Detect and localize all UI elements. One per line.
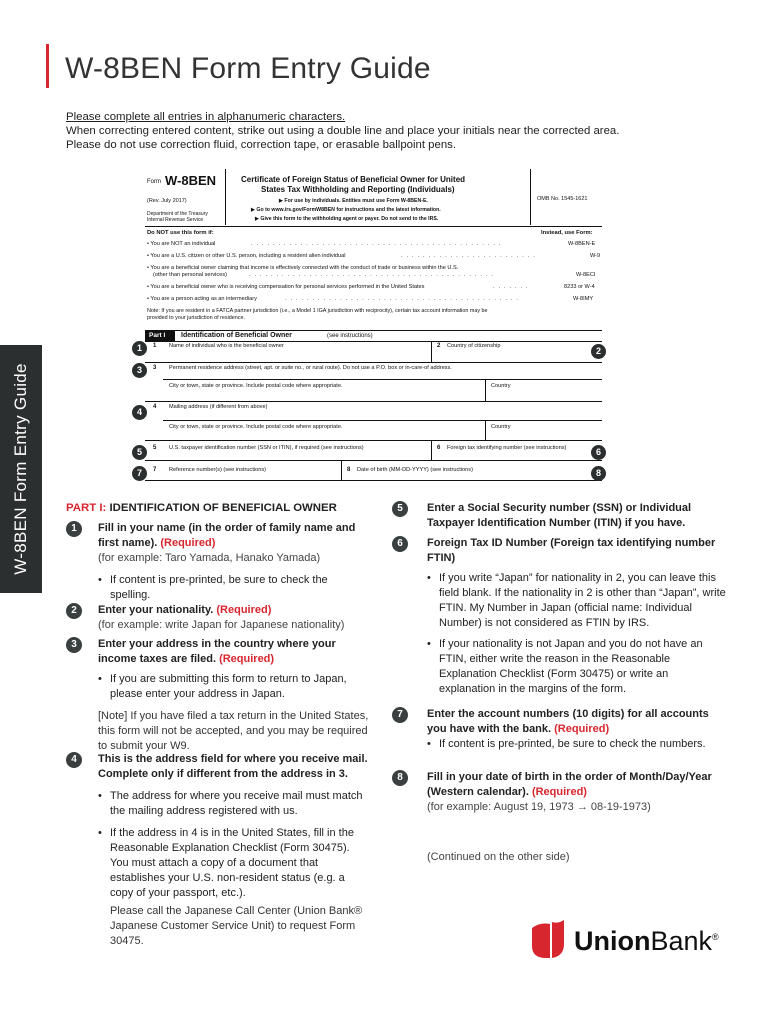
logo-registered-mark: ® [712,932,719,942]
form-row-4: • You are a beneficial owner who is receiving compensation for personal services performed in the United States [147,284,425,290]
form-badge-3: 3 [132,363,147,378]
form-divider [530,169,531,225]
item-8-head: Fill in your date of birth in the order of Month/Day/Year (Western calendar). [427,771,712,798]
form-field-3-city: City or town, state or province. Include postal code where appropriate. [169,383,343,389]
form-row-5: • You are a person acting as an intermediary [147,296,257,302]
item-4 [98,752,370,901]
form-rule [145,440,602,441]
item-5 [427,501,727,531]
logo-word-bank: Bank [650,926,713,956]
form-field-4-city: City or town, state or province. Include postal code where appropriate. [169,424,343,430]
item-1-bullet: • If content is pre-printed, be sure to check the spelling. [98,573,370,603]
form-use-line-1: ▶ For use by individuals. Entities must use Form W-8BEN-E. [279,198,428,204]
form-cert-line-2: States Tax Withholding and Reporting (Individuals) [261,185,455,194]
item-3-note: [Note] If you have filed a tax return in the United States, this form will not be accepted, and you may be required to submit your W9. [98,710,369,752]
form-rule [145,480,602,481]
item-4-bullet-2: • If the address in 4 is in the United States, fill in the Reasonable Explanation Checklist (Form 30475). You must attach a copy of a document that establishes your U.S. non-resident status (e.g. a copy of your passport, etc.). [98,826,370,901]
side-tab-label: W-8BEN Form Entry Guide [11,363,30,575]
form-num: 8 [347,467,351,473]
item-7 [427,707,727,752]
item-3-bullet: • If you are submitting this form to return to Japan, please enter your address in Japan. [98,672,370,702]
required-label: (Required) [160,537,216,549]
intro-text [66,110,726,152]
form-row-4-form: 8233 or W-4 [564,284,595,290]
form-instead: Instead, use Form: [541,230,593,236]
form-badge-5: 5 [132,445,147,460]
form-rule [145,341,602,342]
form-divider [341,461,342,481]
form-not-use: Do NOT use this form if: [147,230,214,236]
item-number-1: 1 [66,521,82,537]
form-row-1: • You are NOT an individual [147,241,216,247]
item-number-3: 3 [66,637,82,653]
required-label: (Required) [219,653,275,665]
form-omb: OMB No. 1545-1621 [537,196,588,202]
form-dept-2: Internal Revenue Service [147,217,204,223]
form-row-5-form: W-8IMY [573,296,594,302]
item-number-6: 6 [392,536,408,552]
form-field-4-country: Country [491,424,511,430]
form-word: Form [147,179,161,185]
logo-word-union: Union [574,926,651,956]
form-leader-dots: . . . . . . . . . . . . . . . . . . . . . . . . . . . . . . . . . . . . . . . . . . . . . . [251,241,502,247]
item-8 [427,770,727,815]
union-bank-wordmark [574,926,719,957]
item-3 [98,637,370,754]
form-field-8: Date of birth (MM-DD-YYYY) (see instructions) [357,467,473,473]
form-part-sub: (see instructions) [327,333,373,339]
form-badge-7: 7 [132,466,147,481]
form-num: 7 [153,467,157,473]
form-field-4: Mailing address (if different from above) [169,404,268,410]
continued-note: (Continued on the other side) [427,851,570,863]
item-1-head: Fill in your name (in the order of family name and first name). [98,522,356,549]
section-prefix: PART I: [66,502,107,514]
form-badge-6: 6 [591,445,606,460]
form-rule [145,460,602,461]
form-use-line-2: ▶ Go to www.irs.gov/FormW8BEN for instructions and the latest information. [251,207,441,213]
form-rule [163,379,602,380]
item-1-example: (for example: Taro Yamada, Hanako Yamada) [98,552,321,564]
item-6-bullet-1: • If you write “Japan” for nationality in 2, you can leave this field blank. If the nationality in 2 is other than “Japan”, write FTIN. My Number in Japan (official name: Individual Number) is not considered as FTIN by IRS. [427,571,727,631]
item-number-2: 2 [66,603,82,619]
form-num: 2 [437,343,441,349]
form-num: 6 [437,445,441,451]
form-row-2: • You are a U.S. citizen or other U.S. person, including a resident alien individual [147,253,346,259]
form-rule [163,420,602,421]
item-1 [98,521,370,603]
form-note-2: provided to your jurisdiction of residence. [147,315,245,321]
w8ben-form-image [145,169,605,481]
item-2-head: Enter your nationality. [98,604,214,616]
form-field-3: Permanent residence address (street, apt. or suite no., or rural route). Do not use a P.O. box or in-care-of address. [169,365,452,371]
item-3-head: Enter your address in the country where your income taxes are filed. [98,638,336,665]
form-id: W-8BEN [165,173,217,188]
union-bank-mark-icon [528,918,568,962]
item-number-7: 7 [392,707,408,723]
item-6-head: Foreign Tax ID Number (Foreign tax identifying number FTIN) [427,537,716,564]
form-rule [145,362,602,363]
form-note-1: Note: If you are resident in a FATCA partner jurisdiction (i.e., a Model 1 IGA jurisdiction with reciprocity), certain tax account information may be [147,308,488,314]
form-field-6: Foreign tax identifying number (see instructions) [447,445,567,451]
side-tab [0,345,42,593]
form-divider [485,421,486,441]
item-2 [98,603,370,633]
item-number-4: 4 [66,752,82,768]
form-divider [225,169,226,225]
form-row-3b: (other than personal services) [153,272,227,278]
form-row-1-form: W-8BEN-E [568,241,596,247]
intro-line-1: Please complete all entries in alphanumeric characters. [66,111,346,123]
form-part-title: Identification of Beneficial Owner [181,332,292,339]
form-badge-4: 4 [132,405,147,420]
form-divider [431,441,432,461]
form-use-line-3: ▶ Give this form to the withholding agent or payer. Do not send to the IRS. [255,216,439,222]
form-num: 3 [153,365,157,371]
item-number-8: 8 [392,770,408,786]
form-leader-dots: . . . . . . . . . . . . . . . . . . . . . . . . . . . . . . . . . . . . . . . . . . . . . [249,272,495,278]
form-rev: (Rev. July 2017) [147,198,187,204]
form-divider [431,341,432,363]
form-part-label: Part I [145,331,175,341]
form-rule [145,401,602,402]
form-badge-8: 8 [591,466,606,481]
form-field-5: U.S. taxpayer identification number (SSN or ITIN), if required (see instructions) [169,445,364,451]
item-5-head: Enter a Social Security number (SSN) or Individual Taxpayer Identification Number (ITIN) if you have. [427,502,692,529]
form-leader-dots: . . . . . . . . . . . . . . . . . . . . . . . . . . . . . . . . . . . . . . . . . . . [285,296,520,302]
required-label: (Required) [554,723,610,735]
item-6-bullet-2: • If your nationality is not Japan and you do not have an FTIN, either write the reason in the Reasonable Explanation Checklist (Form 30475) or write an explanation in the margins of the form. [427,637,727,697]
page-title: W-8BEN Form Entry Guide [65,52,431,85]
form-leader-dots: . . . . . . . . . . . . . . . . . . . . . . . . . [401,253,536,259]
union-bank-logo [528,918,738,968]
form-row-3a: • You are a beneficial owner claiming that income is effectively connected with the conduct of trade or business within the U.S. [147,265,459,271]
intro-line-2: When correcting entered content, strike out using a double line and place your initials near the corrected area. [66,125,620,137]
form-field-7: Reference number(s) (see instructions) [169,467,266,473]
form-rule [145,330,602,331]
title-accent-bar [46,44,49,88]
required-label: (Required) [216,604,272,616]
item-7-bullet: • If content is pre-printed, be sure to check the numbers. [427,737,727,752]
section-title [66,502,337,514]
item-8-example: (for example: August 19, 1973 → 08-19-1973) [427,801,651,813]
form-cert-line-1: Certificate of Foreign Status of Beneficial Owner for United [241,175,466,184]
required-label: (Required) [531,786,587,798]
item-number-5: 5 [392,501,408,517]
call-center-note: Please call the Japanese Call Center (Union Bank® Japanese Customer Service Unit) to request Form 30475. [110,905,363,947]
form-divider [485,380,486,402]
form-leader-dots: . . . . . . . [493,284,529,290]
form-row-3-form: W-8ECI [576,272,596,278]
form-num: 4 [153,404,157,410]
section-name: IDENTIFICATION OF BENEFICIAL OWNER [109,502,337,514]
item-4-bullet-1: • The address for where you receive mail must match the mailing address registered with us. [98,789,370,819]
item-2-example: (for example: write Japan for Japanese nationality) [98,619,345,631]
form-badge-2: 2 [591,344,606,359]
form-field-2: Country of citizenship [447,343,501,349]
form-dept-1: Department of the Treasury [147,211,208,217]
form-badge-1: 1 [132,341,147,356]
item-4-head: This is the address field for where you receive mail. Complete only if different from the address in 3. [98,753,368,780]
item-7-head: Enter the account numbers (10 digits) for all accounts you have with the bank. [427,708,709,735]
form-field-3-country: Country [491,383,511,389]
form-num: 1 [153,343,157,349]
intro-line-3: Please do not use correction fluid, correction tape, or erasable ballpoint pens. [66,139,457,151]
form-rule [145,226,602,227]
item-6 [427,536,727,697]
form-field-1: Name of individual who is the beneficial owner [169,343,284,349]
form-num: 5 [153,445,157,451]
form-row-2-form: W-9 [590,253,601,259]
